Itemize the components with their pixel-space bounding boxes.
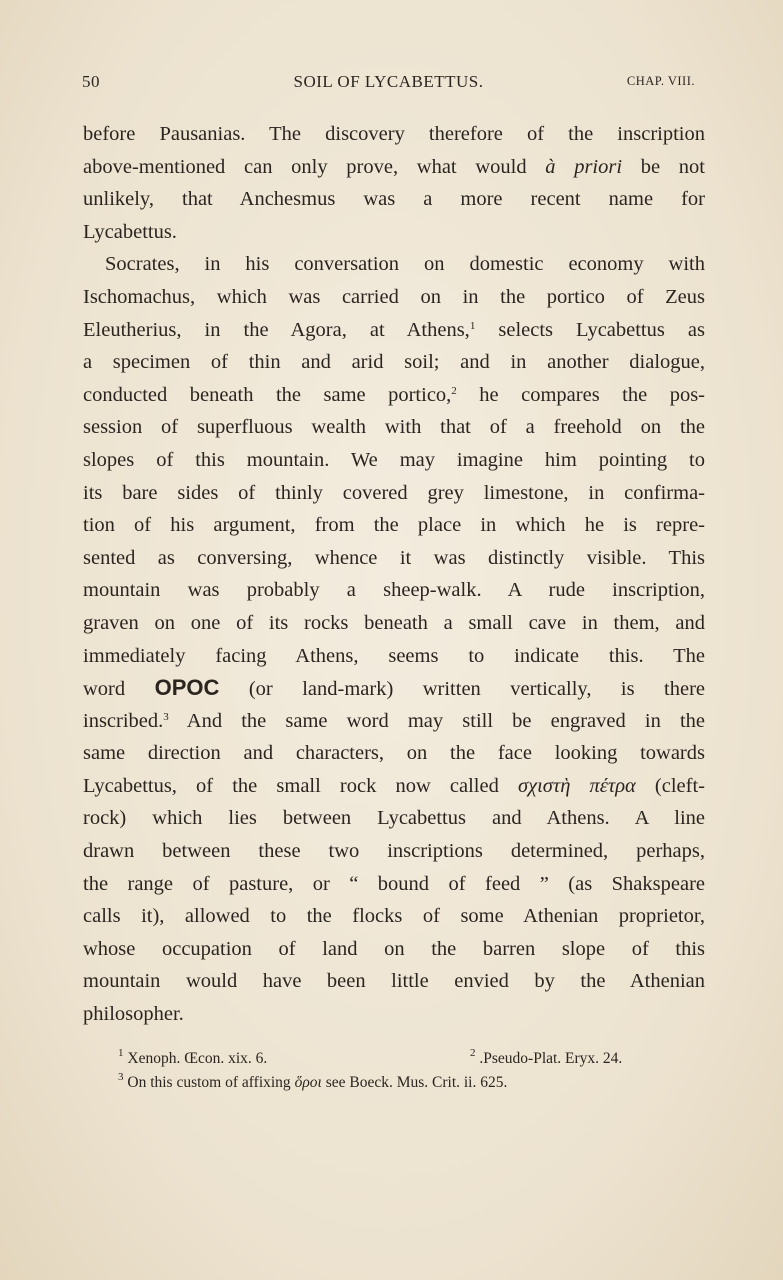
inscription-word: OPOC: [154, 675, 220, 701]
text-line: [83, 900, 705, 933]
text-run: the range of pasture, or “ bound of feed ” (as Shakspeare: [83, 872, 705, 895]
text-line: [83, 672, 705, 705]
text-line: [83, 965, 705, 998]
text-line: [83, 542, 705, 575]
text-run: conducted beneath the same portico,: [83, 383, 452, 406]
text-run: Lycabettus.: [83, 220, 177, 243]
text-line: [83, 933, 705, 966]
footnote-row: [118, 1047, 708, 1071]
text-run: tion of his argument, from the place in which he is repre-: [83, 514, 705, 537]
text-run: same direction and characters, on the face looking towards: [83, 742, 705, 765]
footnote-3: [118, 1071, 708, 1095]
text-run: slopes of this mountain. We may imagine him pointing to: [83, 448, 705, 471]
text-run: selects Lycabettus as: [475, 318, 705, 341]
text-run: Lycabettus, of the small rock now called: [83, 774, 518, 797]
text-run: philosopher.: [83, 1003, 184, 1026]
footnote-ref: 2: [451, 384, 457, 397]
footnote-2-mark: 2: [470, 1047, 476, 1059]
text-line: [83, 346, 705, 379]
text-run: above-mentioned can only prove, what would: [83, 155, 546, 178]
text-line: [83, 477, 705, 510]
text-run: calls it), allowed to the flocks of some Athenian proprietor,: [83, 905, 705, 928]
text-run: And the same word may still be engraved in the: [168, 709, 705, 732]
text-run: session of superfluous wealth with that of a freehold on the: [83, 416, 705, 439]
footnote-3-text-a: On this custom of affixing: [127, 1074, 295, 1091]
footnote-2-text: .Pseudo-Plat. Eryx. 24.: [479, 1050, 623, 1067]
text-line: [83, 444, 705, 477]
text-run: mountain was probably a sheep-walk. A rude inscription,: [83, 579, 705, 602]
text-run: before Pausanias. The discovery therefore of the inscription: [83, 123, 705, 145]
text-run: Ischomachus, which was carried on in the portico of Zeus: [83, 285, 705, 308]
body-text: [83, 118, 705, 1031]
text-line: [83, 998, 705, 1031]
text-run: graven on one of its rocks beneath a small cave in them, and: [83, 611, 705, 634]
footnote-1-mark: 1: [118, 1047, 124, 1059]
text-run: its bare sides of thinly covered grey limestone, in confirma-: [83, 481, 705, 504]
text-line: [83, 607, 705, 640]
italic-run: σχιστὴ πέτρα: [517, 774, 636, 797]
text-line: [83, 216, 705, 249]
text-run: whose occupation of land on the barren slope of this: [83, 937, 705, 960]
footnote-ref: 1: [469, 319, 476, 332]
footnote-3-mark: 3: [118, 1071, 124, 1083]
text-line: [83, 118, 705, 151]
text-line: [83, 802, 705, 835]
text-line: [83, 737, 705, 770]
footnote-3-greek: ὅροι: [294, 1074, 322, 1091]
text-run: inscribed.: [83, 709, 164, 732]
footnotes: [118, 1047, 708, 1095]
text-run: immediately facing Athens, seems to indicate this. The: [83, 644, 705, 667]
text-line: [83, 379, 705, 412]
text-run: word: [83, 678, 155, 701]
text-line: [83, 868, 705, 901]
text-line: [83, 705, 705, 738]
text-run: Eleutherius, in the Agora, at Athens,: [83, 318, 470, 341]
text-line: [83, 314, 705, 347]
text-line: [83, 835, 705, 868]
text-line: [83, 183, 705, 216]
text-run: he compares the pos-: [456, 383, 705, 406]
footnote-ref: 3: [163, 710, 169, 723]
text-line: [83, 151, 705, 184]
running-title: SOIL OF LYCABETTUS.: [293, 72, 484, 91]
text-line: [83, 640, 705, 673]
text-line: [83, 411, 705, 444]
footnote-3-text-b: see Boeck. Mus. Crit. ii. 625.: [321, 1074, 508, 1091]
running-header: [82, 72, 695, 98]
text-line: [83, 248, 705, 281]
text-line: [83, 281, 705, 314]
footnote-2: [470, 1047, 622, 1071]
text-run: Socrates, in his conversation on domestic economy with: [105, 253, 705, 276]
text-line: [83, 574, 705, 607]
text-run: sented as conversing, whence it was distinctly visible. This: [83, 546, 705, 569]
text-run: be not: [622, 155, 705, 178]
text-line: [83, 509, 705, 542]
text-run: drawn between these two inscriptions determined, perhaps,: [83, 840, 705, 863]
text-run: (or land-mark) written vertically, is there: [219, 678, 705, 701]
text-line: [83, 770, 705, 803]
footnote-1: [118, 1047, 268, 1067]
italic-run: à priori: [545, 155, 623, 178]
text-run: mountain would have been little envied by the Athenian: [83, 970, 705, 993]
footnote-1-text: Xenoph. Œcon. xix. 6.: [127, 1050, 268, 1067]
text-run: rock) which lies between Lycabettus and Athens. A line: [83, 807, 705, 830]
text-run: unlikely, that Anchesmus was a more recent name for: [83, 188, 705, 211]
text-run: a specimen of thin and arid soil; and in another dialogue,: [83, 351, 705, 374]
page-number: 50: [82, 72, 100, 91]
chapter-label: CHAP. VIII.: [626, 74, 695, 88]
text-run: (cleft-: [635, 774, 705, 797]
